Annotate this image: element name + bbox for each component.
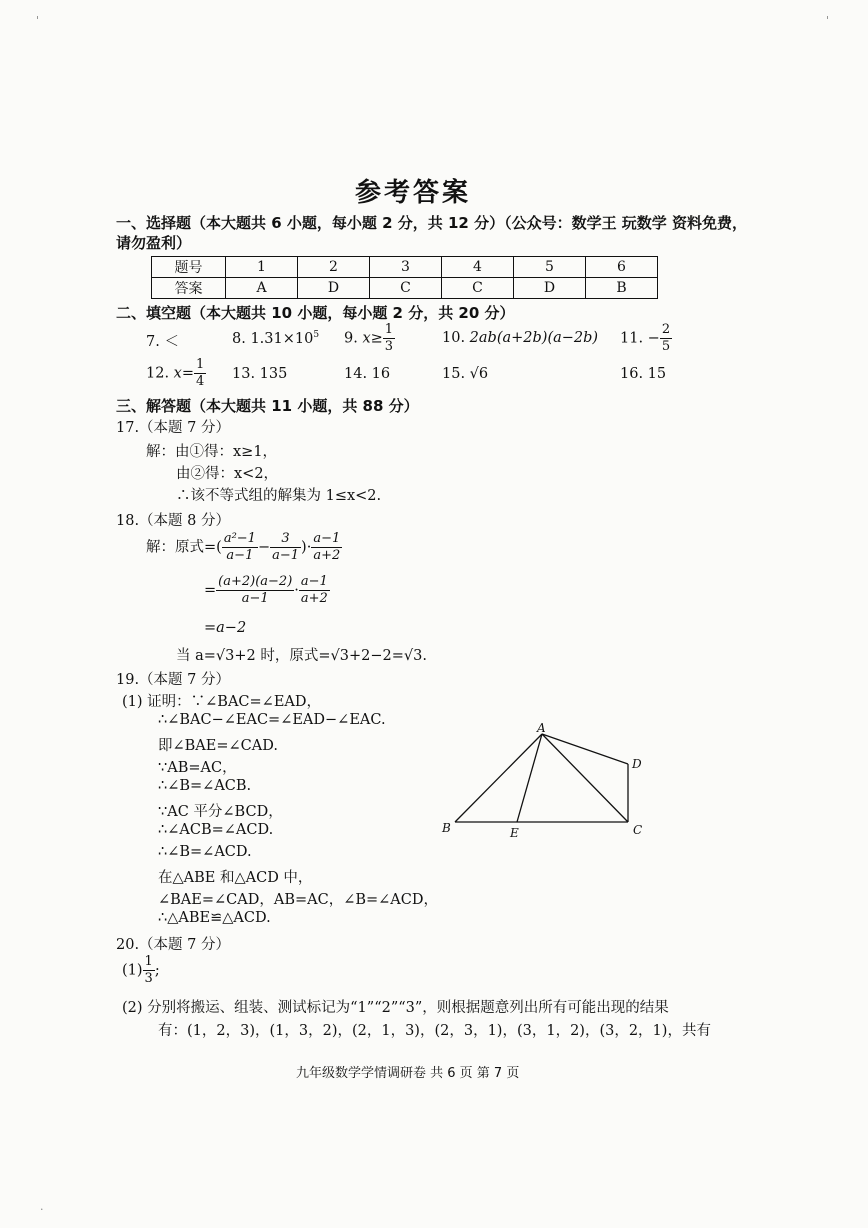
point-label-d: D	[632, 757, 642, 771]
q18-line4: 当 a=√3+2 时，原式=√3+2−2=√3.	[176, 648, 427, 664]
q12-value: x=	[173, 365, 194, 382]
section1-heading-cont: 请勿盈利）	[116, 234, 192, 252]
q19-line: 即∠BAE=∠CAD.	[158, 738, 278, 754]
q18-line3: =a−2	[204, 620, 247, 636]
q18-heading: 18.（本题 8 分）	[116, 513, 231, 529]
triangle-figure	[430, 720, 670, 850]
answer-cell: B	[586, 278, 658, 299]
answer-table	[151, 256, 658, 299]
q12-num: 1	[196, 357, 205, 372]
q15-label: 15.	[442, 366, 466, 382]
q18-fraction	[222, 531, 258, 564]
q17-heading: 17.（本题 7 分）	[116, 420, 231, 436]
section3-heading: 三、解答题（本大题共 11 小题，共 88 分）	[116, 397, 419, 415]
q9-fraction	[383, 322, 395, 355]
point-label-c: C	[633, 823, 643, 837]
answer-cell: A	[226, 278, 298, 299]
q19-heading: 19.（本题 7 分）	[116, 672, 231, 688]
q15-value: √6	[469, 366, 489, 382]
question-number: 4	[442, 257, 514, 278]
page-footer: 九年级数学学情调研卷 共 6 页 第 7 页	[296, 1066, 520, 1081]
q19-line: 在△ABE 和△ACD 中，	[158, 870, 313, 886]
table-row	[152, 278, 658, 299]
q18-line2	[204, 574, 330, 607]
frac-num: a−1	[313, 531, 341, 546]
frac-num: 1	[144, 954, 153, 969]
q18-fraction	[270, 531, 301, 564]
q18-fraction	[299, 574, 330, 607]
section1-heading: 一、选择题（本大题共 6 小题，每小题 2 分，共 12 分）（公众号：数学王 玩数学 资料免费，	[116, 214, 748, 232]
answer-cell: D	[298, 278, 370, 299]
q19-line: ∴∠B=∠ACB.	[158, 778, 252, 794]
q20-fraction	[143, 954, 155, 987]
page-title: 参考答案	[355, 178, 472, 208]
q18-eq: =	[204, 582, 217, 599]
q17-line: 由②得：x<2，	[176, 466, 279, 482]
segment-ad	[542, 734, 628, 764]
fill-answer-15	[442, 366, 488, 382]
q18-prefix: 解：原式=(	[146, 539, 222, 556]
fill-answer-12	[146, 357, 206, 390]
q19-line: ∠BAE=∠CAD，AB=AC，∠B=∠ACD，	[158, 892, 438, 908]
q9-label: 9.	[344, 330, 358, 347]
q20-heading: 20.（本题 7 分）	[116, 937, 231, 953]
q20-part2-line1: (2) 分别将搬运、组装、测试标记为“1”“2”“3”，则根据题意列出所有可能出现的结果	[122, 1000, 669, 1016]
frac-den: a−1	[241, 591, 269, 606]
fill-answer-9	[344, 322, 395, 355]
q19-line: ∵AB=AC，	[158, 760, 237, 776]
fill-answer-10	[442, 330, 598, 346]
q17-line: 解：由①得：x≥1，	[146, 444, 278, 460]
frac-den: a+2	[313, 548, 341, 563]
q11-fraction	[660, 322, 672, 355]
question-number: 6	[586, 257, 658, 278]
q18-fraction	[311, 531, 342, 564]
frac-den: a−1	[226, 548, 254, 563]
q10-value: 2ab(a+2b)(a−2b)	[469, 330, 599, 346]
point-label-a: A	[537, 721, 546, 735]
q11-num: 2	[661, 322, 671, 337]
q12-den: 4	[196, 374, 205, 389]
point-label-e: E	[510, 826, 519, 840]
q12-fraction	[194, 357, 206, 390]
frac-den: 3	[144, 971, 153, 986]
q11-sign: −	[647, 330, 660, 347]
q18-line1	[146, 531, 342, 564]
corner-mark-tl: '	[36, 14, 40, 27]
frac-num: a²−1	[223, 531, 256, 546]
q18-dot: )·	[301, 539, 312, 556]
q18-dot: ·	[294, 582, 299, 599]
table-row-label: 答案	[152, 278, 226, 299]
q19-line: ∴∠ACB=∠ACD.	[158, 822, 274, 838]
point-label-b: B	[442, 821, 451, 835]
fill-answer-8	[232, 330, 319, 347]
frac-num: a−1	[300, 574, 328, 589]
q19-line: ∴△ABE≌△ACD.	[158, 910, 271, 926]
fill-answer-7: 7. ＜	[146, 334, 179, 350]
fill-answer-11	[620, 322, 672, 355]
fill-answer-16: 16. 15	[620, 366, 667, 382]
corner-mark-bl: .	[40, 1200, 44, 1213]
frac-num: (a+2)(a−2)	[218, 574, 293, 589]
table-row-label: 题号	[152, 257, 226, 278]
question-number: 1	[226, 257, 298, 278]
fill-answer-14: 14. 16	[344, 366, 391, 382]
q20-part1-tail: ;	[154, 962, 160, 979]
q19-line: ∴∠B=∠ACD.	[158, 844, 252, 860]
table-row	[152, 257, 658, 278]
q17-line: ∴该不等式组的解集为 1≤x<2.	[176, 488, 382, 504]
corner-mark-tr: '	[826, 14, 830, 27]
frac-num: 3	[270, 531, 301, 548]
answer-cell: C	[370, 278, 442, 299]
q8-value: 1.31×10	[250, 330, 314, 347]
question-number: 3	[370, 257, 442, 278]
q18-minus: −	[257, 539, 271, 556]
frac-den: a+2	[300, 591, 328, 606]
question-number: 5	[514, 257, 586, 278]
segment-ac	[542, 734, 628, 822]
q8-label: 8.	[232, 330, 246, 347]
q20-part1	[122, 954, 160, 987]
q18-fraction	[216, 574, 294, 607]
q20-part2-line2: 有：(1，2，3)，(1，3，2)，(2，1，3)，(2，3，1)，(3，1，2)，(3，2，1)，共有	[158, 1023, 711, 1039]
q20-part1-label: (1)	[122, 962, 143, 979]
q11-den: 5	[661, 339, 671, 354]
q8-exponent: 5	[313, 330, 320, 340]
q10-label: 10.	[442, 330, 466, 346]
q9-den: 3	[384, 339, 394, 354]
q9-num: 1	[384, 322, 394, 337]
q9-value: x≥	[362, 330, 383, 347]
section2-heading: 二、填空题（本大题共 10 小题，每小题 2 分，共 20 分）	[116, 304, 515, 322]
frac-den: a−1	[272, 548, 300, 563]
q19-line: (1) 证明：∵∠BAC=∠EAD，	[122, 694, 321, 710]
q19-line: ∵AC 平分∠BCD，	[158, 804, 283, 820]
q11-label: 11.	[620, 330, 644, 347]
q12-label: 12.	[146, 365, 170, 382]
question-number: 2	[298, 257, 370, 278]
fill-answer-13: 13. 135	[232, 366, 288, 382]
answer-cell: C	[442, 278, 514, 299]
q19-line: ∴∠BAC−∠EAC=∠EAD−∠EAC.	[158, 712, 386, 728]
answer-cell: D	[514, 278, 586, 299]
